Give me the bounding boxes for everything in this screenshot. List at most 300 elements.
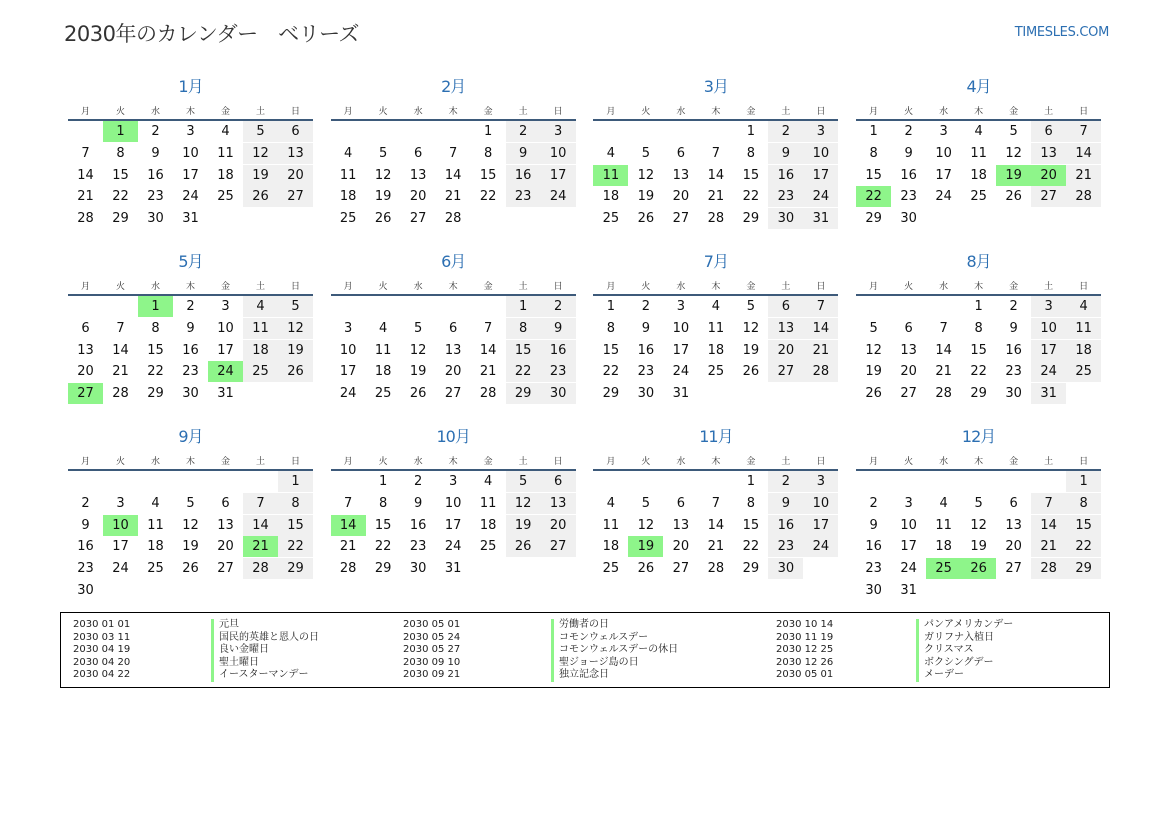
weekday-label: 水 [939, 282, 949, 292]
day-cell: 22 [374, 539, 392, 555]
day-cell: 21 [112, 364, 129, 380]
day-cell: 10 [803, 493, 838, 514]
weekday-label: 水 [413, 107, 423, 117]
day-cell: 2 [904, 124, 913, 139]
day-cell: 8 [278, 493, 313, 514]
day-cell: 5 [641, 145, 651, 161]
day-cell: 10 [444, 495, 462, 511]
day-cell: 26 [1005, 189, 1022, 205]
holiday-date: 2030 05 27 [403, 644, 461, 656]
day-cell: 14 [803, 318, 838, 339]
weekday-label: 火 [115, 107, 125, 117]
day-cell: 26 [374, 211, 392, 227]
day-cell: 27 [217, 561, 234, 577]
day-cell: 5 [746, 299, 756, 314]
holiday-date: 2030 09 21 [403, 669, 461, 681]
day-cell: 15 [602, 342, 620, 358]
day-cell: 12 [409, 342, 427, 358]
day-cell: 27 [444, 386, 462, 402]
day-cell: 4 [243, 296, 278, 317]
holiday-name: 聖土曜日 [211, 657, 259, 670]
weekday-label: 土 [781, 282, 791, 292]
day-cell: 20 [77, 364, 94, 380]
day-cell: 6 [904, 320, 913, 336]
day-cell: 11 [935, 517, 952, 533]
day-cell: 8 [869, 145, 878, 161]
day-cell: 30 [77, 583, 94, 598]
day-cell: 26 [278, 361, 313, 382]
day-cell: 23 [409, 539, 427, 555]
holiday-name: 労働者の日 [551, 619, 609, 632]
day-cell: 21 [1031, 536, 1066, 557]
day-cell: 9 [541, 318, 576, 339]
day-cell: 5 [379, 145, 388, 161]
holiday-list [60, 612, 1110, 688]
holiday-day-cell: 27 [68, 383, 103, 404]
holiday-day-cell: 24 [208, 361, 243, 382]
day-cell: 14 [112, 342, 129, 358]
holiday-date: 2030 04 19 [73, 644, 131, 656]
day-cell: 16 [182, 342, 199, 358]
day-cell: 17 [444, 517, 462, 533]
day-cell: 6 [676, 495, 686, 511]
day-cell: 11 [479, 495, 497, 511]
month-calendar [68, 424, 313, 598]
month-calendar [331, 249, 576, 419]
day-cell: 22 [602, 364, 620, 380]
day-cell: 2 [641, 299, 651, 314]
day-cell: 5 [869, 320, 878, 336]
weekday-label: 金 [220, 457, 230, 467]
day-cell: 3 [904, 495, 913, 511]
day-cell: 18 [217, 167, 234, 183]
day-cell: 8 [606, 320, 616, 336]
day-cell: 25 [602, 211, 620, 227]
day-cell: 9 [186, 320, 195, 336]
day-cell: 13 [541, 493, 576, 514]
day-cell: 17 [182, 167, 199, 183]
day-cell: 3 [939, 124, 948, 139]
day-cell: 13 [1031, 143, 1066, 164]
day-cell: 16 [506, 165, 541, 186]
weekday-label: 金 [746, 282, 756, 292]
day-cell: 17 [672, 342, 690, 358]
day-cell: 18 [374, 364, 392, 380]
day-cell: 28 [803, 361, 838, 382]
day-cell: 6 [221, 495, 230, 511]
day-cell: 7 [803, 296, 838, 317]
weekday-label: 火 [115, 282, 125, 292]
weekday-label: 火 [378, 107, 388, 117]
month-name: 11月 [699, 427, 733, 446]
day-cell: 18 [970, 167, 987, 183]
day-cell: 29 [278, 558, 313, 579]
day-cell: 14 [444, 167, 462, 183]
weekday-label: 月 [606, 457, 616, 467]
day-cell: 23 [768, 186, 803, 207]
weekday-label: 火 [378, 282, 388, 292]
month-name: 9月 [178, 427, 203, 446]
day-cell: 15 [865, 167, 882, 183]
day-cell: 19 [742, 342, 760, 358]
day-cell: 9 [768, 493, 803, 514]
holiday-name: メーデー [916, 669, 964, 682]
day-cell: 1 [484, 124, 493, 139]
day-cell: 9 [414, 495, 423, 511]
day-cell: 31 [444, 561, 462, 577]
day-cell: 30 [409, 561, 427, 577]
day-cell: 4 [606, 495, 616, 511]
day-cell: 26 [182, 561, 199, 577]
day-cell: 8 [484, 145, 493, 161]
day-cell: 23 [541, 361, 576, 382]
day-cell: 3 [1031, 296, 1066, 317]
day-cell: 30 [147, 211, 164, 227]
holiday-date: 2030 04 20 [73, 656, 131, 668]
day-cell: 13 [217, 517, 234, 533]
day-cell: 30 [1005, 386, 1022, 402]
day-cell: 14 [243, 515, 278, 536]
day-cell: 4 [606, 145, 616, 161]
weekday-label: 木 [185, 107, 195, 117]
day-cell: 25 [243, 361, 278, 382]
day-cell: 7 [1031, 493, 1066, 514]
holiday-date: 2030 09 10 [403, 656, 461, 668]
weekday-label: 日 [290, 457, 300, 467]
holiday-date: 2030 12 26 [776, 656, 834, 668]
weekday-label: 月 [343, 282, 353, 292]
day-cell: 30 [637, 386, 655, 402]
month-name: 4月 [966, 77, 991, 96]
day-cell: 8 [974, 320, 983, 336]
weekday-label: 日 [1079, 282, 1089, 292]
weekday-label: 日 [816, 457, 826, 467]
day-cell: 27 [1005, 561, 1022, 577]
month-calendar [68, 249, 313, 419]
day-cell: 11 [243, 318, 278, 339]
day-cell: 24 [1031, 361, 1066, 382]
day-cell: 9 [768, 143, 803, 164]
day-cell: 14 [1066, 143, 1101, 164]
day-cell: 19 [409, 364, 427, 380]
weekday-label: 土 [781, 457, 791, 467]
day-cell: 2 [506, 121, 541, 142]
day-cell: 15 [374, 517, 392, 533]
day-cell: 18 [602, 539, 620, 555]
holiday-day-cell: 25 [926, 558, 961, 579]
day-cell: 18 [707, 342, 725, 358]
day-cell: 1 [869, 124, 878, 139]
day-cell: 19 [506, 515, 541, 536]
day-cell: 7 [711, 495, 721, 511]
day-cell: 1 [506, 296, 541, 317]
month-name: 8月 [966, 252, 991, 271]
weekday-label: 木 [711, 282, 721, 292]
day-cell: 16 [541, 340, 576, 361]
day-cell: 28 [444, 211, 462, 227]
weekday-label: 水 [939, 107, 949, 117]
day-cell: 19 [182, 539, 199, 555]
day-cell: 13 [409, 167, 427, 183]
day-cell: 28 [707, 561, 725, 577]
day-cell: 10 [541, 143, 576, 164]
holiday-date: 2030 05 24 [403, 631, 461, 643]
holiday-name: コモンウェルスデー [551, 632, 648, 645]
weekday-label: 土 [518, 282, 528, 292]
weekday-label: 土 [518, 107, 528, 117]
month-name: 3月 [703, 77, 728, 96]
day-cell: 30 [900, 211, 917, 227]
weekday-label: 月 [343, 107, 353, 117]
day-cell: 25 [374, 386, 392, 402]
day-cell: 24 [444, 539, 462, 555]
weekday-label: 日 [290, 107, 300, 117]
day-cell: 24 [803, 536, 838, 557]
day-cell: 7 [939, 320, 948, 336]
day-cell: 6 [1009, 495, 1018, 511]
weekday-label: 土 [255, 282, 265, 292]
day-cell: 27 [900, 386, 917, 402]
day-cell: 17 [541, 165, 576, 186]
weekday-label: 火 [378, 457, 388, 467]
day-cell: 29 [1066, 558, 1101, 579]
day-cell: 31 [900, 583, 917, 598]
weekday-label: 木 [448, 457, 458, 467]
weekday-label: 日 [816, 282, 826, 292]
day-cell: 23 [768, 536, 803, 557]
day-cell: 5 [243, 121, 278, 142]
day-cell: 7 [81, 145, 90, 161]
header-divider [856, 469, 1101, 471]
day-cell: 22 [147, 364, 164, 380]
day-cell: 30 [768, 208, 803, 229]
day-cell: 8 [506, 318, 541, 339]
holiday-day-cell: 10 [103, 515, 138, 536]
day-cell: 24 [112, 561, 129, 577]
weekday-label: 金 [220, 107, 230, 117]
day-cell: 21 [707, 189, 725, 205]
weekday-label: 月 [80, 282, 90, 292]
day-cell: 25 [707, 364, 725, 380]
day-cell: 7 [449, 145, 458, 161]
day-cell: 28 [77, 211, 94, 227]
day-cell: 4 [939, 495, 948, 511]
day-cell: 18 [243, 340, 278, 361]
day-cell: 23 [865, 561, 882, 577]
day-cell: 2 [768, 471, 803, 492]
holiday-date: 2030 12 25 [776, 644, 834, 656]
day-cell: 25 [1066, 361, 1101, 382]
weekday-label: 木 [185, 282, 195, 292]
weekday-label: 水 [413, 457, 423, 467]
day-cell: 4 [151, 495, 160, 511]
weekday-label: 火 [904, 457, 914, 467]
day-cell: 1 [974, 299, 983, 314]
weekday-label: 月 [80, 107, 90, 117]
weekday-label: 水 [676, 107, 686, 117]
day-cell: 8 [151, 320, 160, 336]
day-cell: 20 [409, 189, 427, 205]
day-cell: 7 [1066, 121, 1101, 142]
weekday-label: 木 [448, 282, 458, 292]
day-cell: 20 [444, 364, 462, 380]
day-cell: 15 [970, 342, 987, 358]
day-cell: 9 [1009, 320, 1018, 336]
day-cell: 30 [182, 386, 199, 402]
day-cell: 16 [768, 165, 803, 186]
day-cell: 3 [344, 320, 353, 336]
weekday-label: 金 [483, 282, 493, 292]
day-cell: 17 [112, 539, 129, 555]
day-cell: 31 [1031, 383, 1066, 404]
weekday-label: 火 [641, 457, 651, 467]
weekday-label: 金 [746, 457, 756, 467]
day-cell: 10 [672, 320, 690, 336]
day-cell: 29 [742, 561, 760, 577]
day-cell: 6 [81, 320, 90, 336]
day-cell: 16 [1005, 342, 1022, 358]
day-cell: 12 [742, 320, 760, 336]
day-cell: 22 [278, 536, 313, 557]
weekday-label: 金 [746, 107, 756, 117]
day-cell: 23 [147, 189, 164, 205]
day-cell: 25 [970, 189, 987, 205]
day-cell: 18 [479, 517, 497, 533]
holiday-name: 独立記念日 [551, 669, 609, 682]
site-name[interactable]: TIMESLES.COM [1014, 25, 1109, 40]
day-cell: 22 [506, 361, 541, 382]
day-cell: 16 [865, 539, 882, 555]
day-cell: 29 [602, 386, 620, 402]
holiday-date: 2030 05 01 [403, 619, 461, 630]
day-cell: 9 [641, 320, 651, 336]
day-cell: 21 [935, 364, 952, 380]
day-cell: 29 [374, 561, 392, 577]
day-cell: 4 [344, 145, 353, 161]
day-cell: 5 [186, 495, 195, 511]
day-cell: 7 [711, 145, 721, 161]
month-name: 2月 [441, 77, 466, 96]
day-cell: 22 [742, 539, 760, 555]
weekday-label: 木 [448, 107, 458, 117]
day-cell: 21 [77, 189, 94, 205]
holiday-day-cell: 26 [961, 558, 996, 579]
day-cell: 15 [278, 515, 313, 536]
weekday-label: 水 [150, 457, 160, 467]
weekday-label: 月 [606, 282, 616, 292]
holiday-day-cell: 1 [103, 121, 138, 142]
day-cell: 6 [278, 121, 313, 142]
day-cell: 25 [479, 539, 497, 555]
weekday-label: 火 [115, 457, 125, 467]
day-cell: 11 [339, 167, 357, 183]
weekday-label: 日 [1079, 457, 1089, 467]
day-cell: 11 [970, 145, 987, 161]
day-cell: 12 [1005, 145, 1022, 161]
day-cell: 29 [970, 386, 987, 402]
weekday-label: 日 [1079, 107, 1089, 117]
weekday-label: 金 [1009, 457, 1019, 467]
weekday-label: 土 [1044, 457, 1054, 467]
day-cell: 12 [374, 167, 392, 183]
month-calendar [856, 249, 1101, 419]
day-cell: 7 [243, 493, 278, 514]
weekday-label: 月 [343, 457, 353, 467]
day-cell: 24 [541, 186, 576, 207]
holiday-date: 2030 05 01 [776, 669, 834, 681]
weekday-label: 日 [553, 282, 563, 292]
day-cell: 29 [865, 211, 882, 227]
day-cell: 19 [374, 189, 392, 205]
holiday-day-cell: 20 [1031, 165, 1066, 186]
day-cell: 21 [444, 189, 462, 205]
day-cell: 8 [1066, 493, 1101, 514]
day-cell: 15 [742, 517, 760, 533]
month-name: 10月 [436, 427, 470, 446]
weekday-label: 木 [974, 457, 984, 467]
day-cell: 2 [869, 495, 878, 511]
calendar-grid [68, 74, 1102, 604]
weekday-label: 水 [676, 457, 686, 467]
day-cell: 27 [409, 211, 427, 227]
weekday-label: 水 [150, 107, 160, 117]
weekday-label: 土 [1044, 282, 1054, 292]
day-cell: 1 [606, 299, 616, 314]
weekday-label: 水 [413, 282, 423, 292]
day-cell: 4 [484, 474, 493, 489]
day-cell: 20 [672, 539, 690, 555]
weekday-label: 月 [869, 107, 879, 117]
day-cell: 4 [379, 320, 388, 336]
holiday-name: 元旦 [211, 619, 239, 632]
day-cell: 15 [147, 342, 164, 358]
day-cell: 10 [182, 145, 199, 161]
day-cell: 8 [746, 495, 756, 511]
day-cell: 8 [379, 495, 388, 511]
day-cell: 8 [746, 145, 756, 161]
day-cell: 3 [676, 299, 686, 314]
day-cell: 12 [637, 167, 655, 183]
day-cell: 11 [147, 517, 164, 533]
day-cell: 20 [217, 539, 234, 555]
month-calendar [593, 74, 838, 244]
month-name: 5月 [178, 252, 203, 271]
day-cell: 26 [506, 536, 541, 557]
holiday-name: ガリフナ入植日 [916, 632, 994, 645]
day-cell: 30 [768, 558, 803, 579]
holiday-day-cell: 21 [243, 536, 278, 557]
day-cell: 6 [449, 320, 458, 336]
day-cell: 10 [339, 342, 357, 358]
day-cell: 11 [374, 342, 392, 358]
day-cell: 29 [112, 211, 129, 227]
day-cell: 3 [803, 121, 838, 142]
day-cell: 6 [414, 145, 423, 161]
day-cell: 2 [541, 296, 576, 317]
day-cell: 31 [217, 386, 234, 402]
day-cell: 29 [147, 386, 164, 402]
day-cell: 15 [479, 167, 497, 183]
holiday-date: 2030 03 11 [73, 631, 131, 643]
day-cell: 26 [409, 386, 427, 402]
weekday-label: 金 [483, 107, 493, 117]
day-cell: 14 [77, 167, 94, 183]
day-cell: 7 [344, 495, 353, 511]
day-cell: 2 [81, 495, 90, 511]
day-cell: 12 [182, 517, 199, 533]
holiday-name: 良い金曜日 [211, 644, 269, 657]
day-cell: 23 [1005, 364, 1022, 380]
